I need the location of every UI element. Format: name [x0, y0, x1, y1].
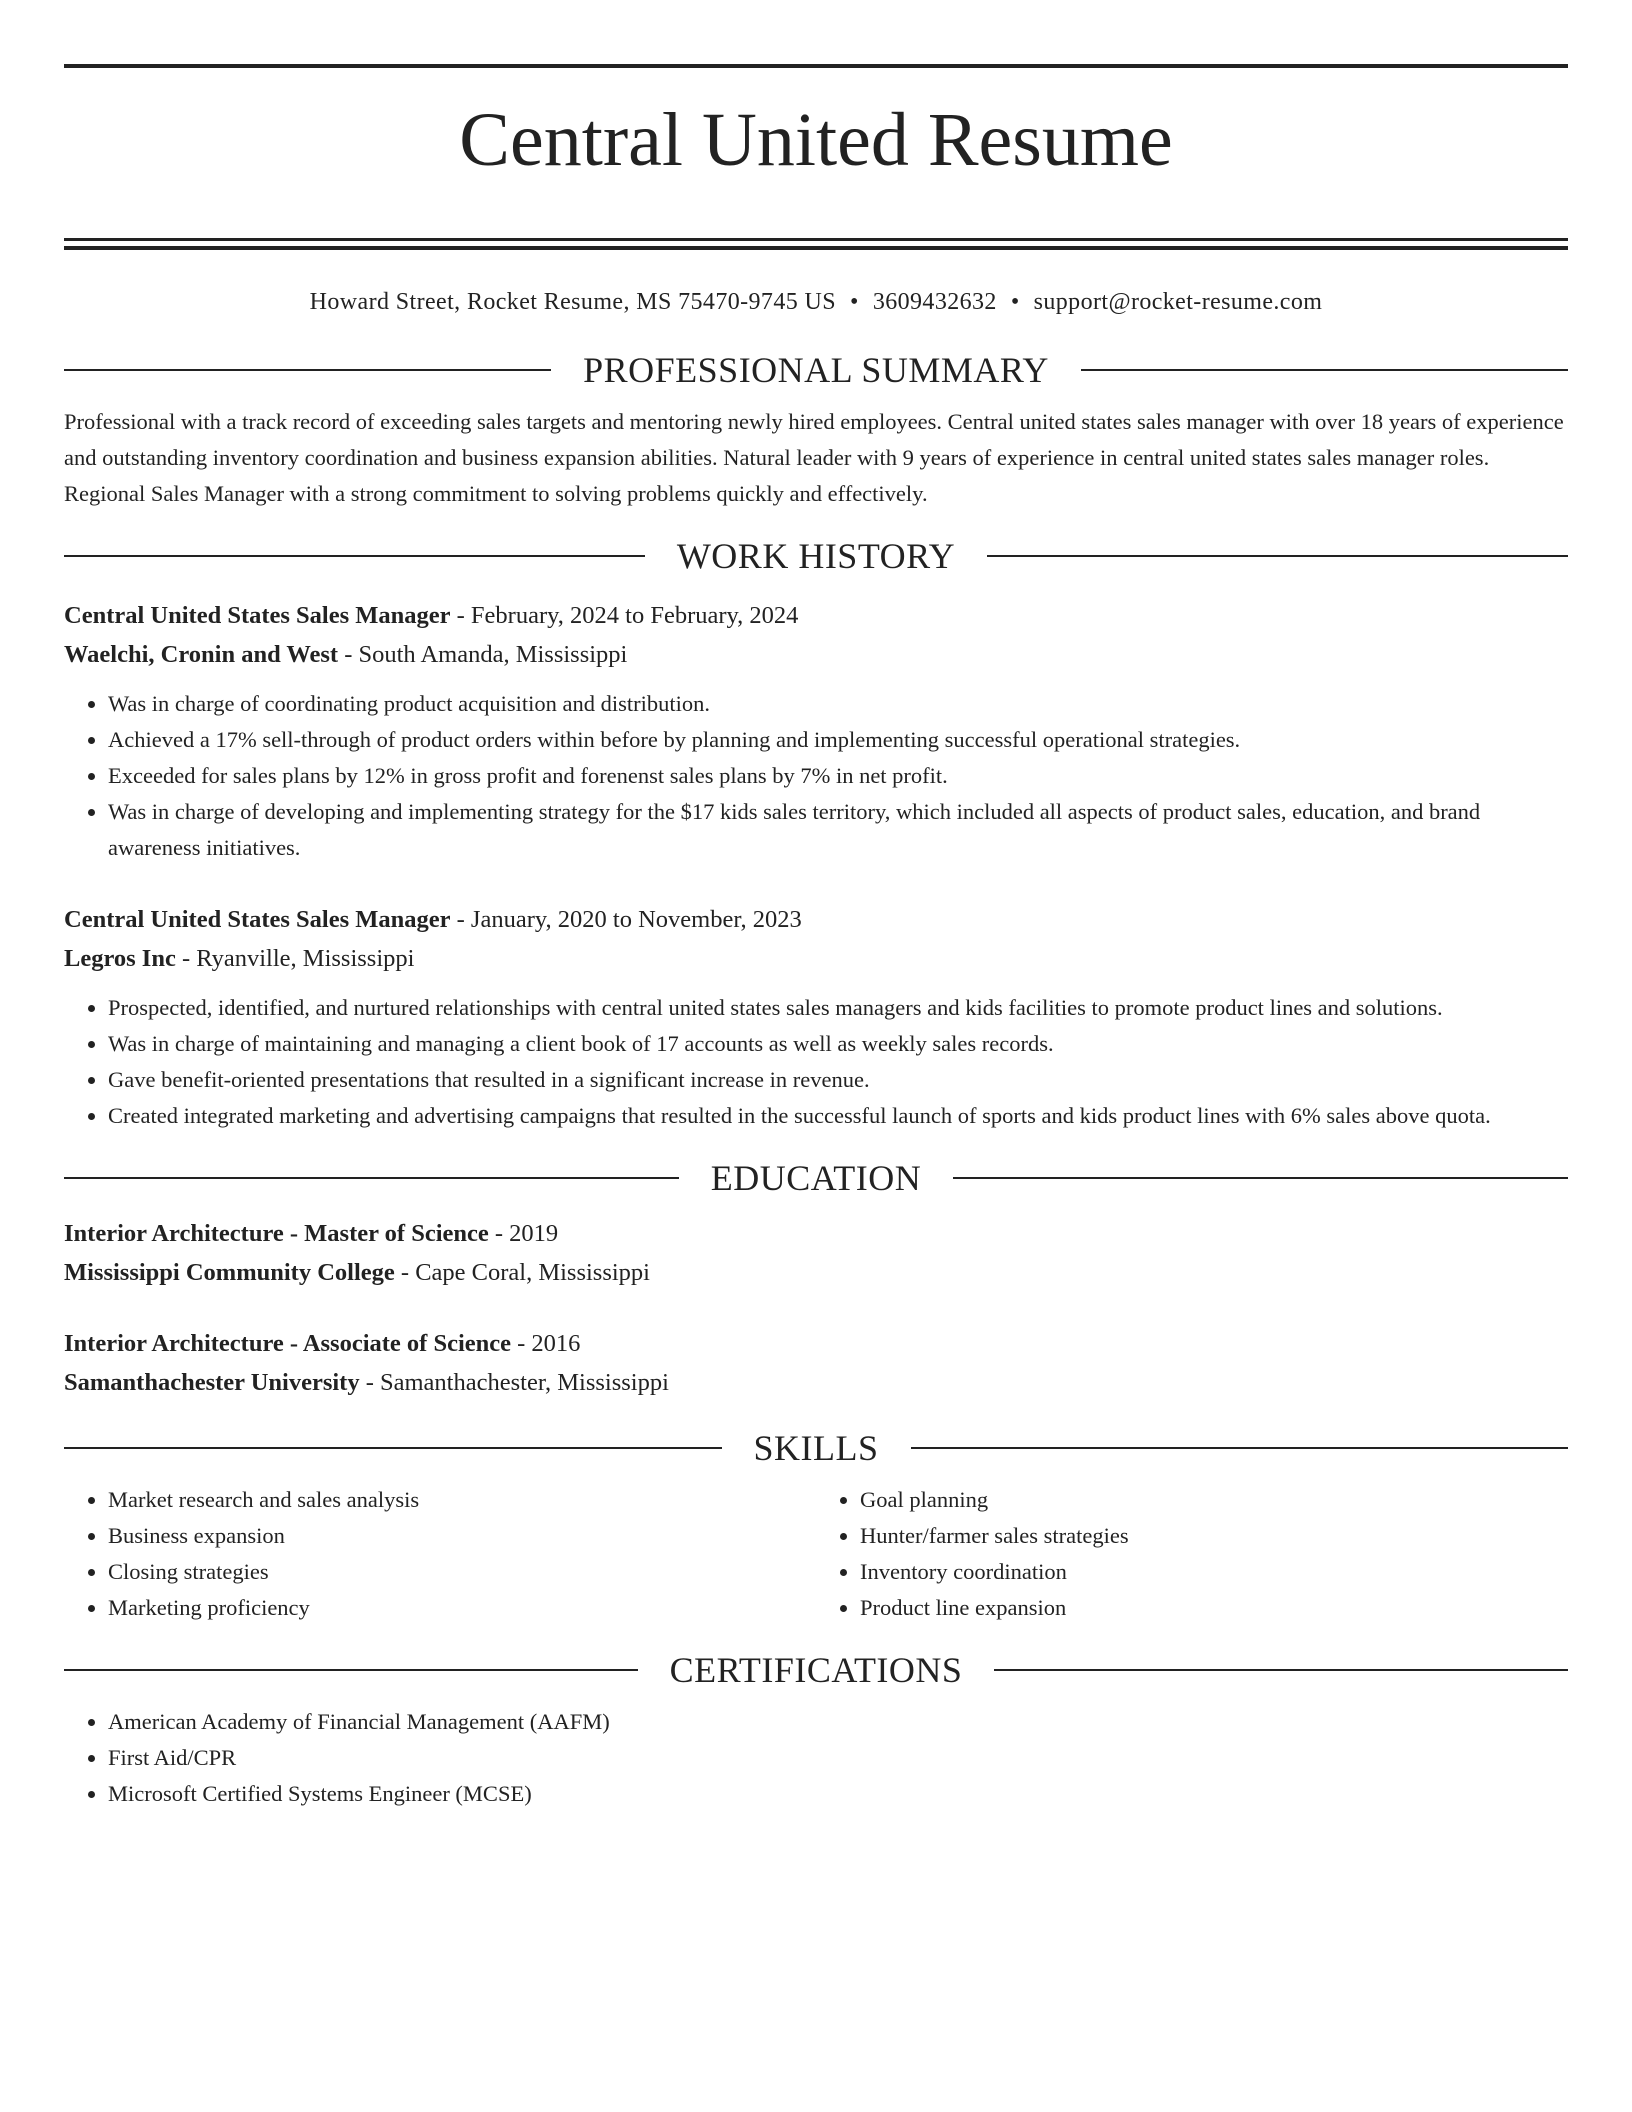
section-title: PROFESSIONAL SUMMARY	[583, 350, 1049, 390]
section-rule	[64, 555, 645, 557]
section-header-education	[64, 1156, 1568, 1200]
top-rule	[64, 64, 1568, 68]
skill-item: • Goal planning	[860, 1482, 1568, 1518]
list-item: • Was in charge of developing and implementing strategy for the $17 kids sales territory, which included all aspects of product sales, education, and brand awareness initiatives.	[108, 794, 1568, 866]
section-rule	[911, 1447, 1569, 1449]
job-title-line	[64, 596, 1568, 635]
degree-year: - 2019	[488, 1220, 559, 1247]
section-header-skills	[64, 1426, 1568, 1470]
job-title: Central United States Sales Manager	[64, 602, 451, 629]
skill-item: • Closing strategies	[108, 1554, 816, 1590]
degree-year: - 2016	[511, 1330, 581, 1357]
separator-dot: •	[1010, 289, 1020, 315]
school-line	[64, 1363, 1568, 1402]
job-company-line	[64, 939, 1568, 978]
section-rule	[64, 1669, 638, 1671]
skill-item: • Product line expansion	[860, 1590, 1568, 1626]
skill-item: • Marketing proficiency	[108, 1590, 816, 1626]
section-header-summary	[64, 348, 1568, 392]
job-location: - South Amanda, Mississippi	[338, 641, 628, 668]
section-title: WORK HISTORY	[676, 536, 956, 576]
school-line	[64, 1253, 1568, 1292]
list-item: • Prospected, identified, and nurtured relationships with central united states sales managers and kids facilities to promote product lines and solutions.	[108, 990, 1568, 1026]
title-double-rule	[64, 238, 1568, 250]
skill-item: • Inventory coordination	[860, 1554, 1568, 1590]
email: support@rocket-resume.com	[1033, 289, 1323, 315]
degree: Interior Architecture - Associate of Science	[64, 1330, 512, 1357]
school-location: - Cape Coral, Mississippi	[394, 1259, 650, 1286]
section-title: EDUCATION	[710, 1158, 922, 1198]
education-entry	[64, 1214, 1568, 1292]
separator-dot: •	[850, 289, 859, 315]
list-item: • Gave benefit-oriented presentations that resulted in a significant increase in revenue.	[108, 1062, 1568, 1098]
certification-item: • Microsoft Certified Systems Engineer (MCSE)	[108, 1776, 1568, 1812]
skill-item: • Market research and sales analysis	[108, 1482, 816, 1518]
job-company-line	[64, 635, 1568, 674]
list-item: • Achieved a 17% sell-through of product orders within before by planning and implementing successful operational strategies.	[108, 722, 1568, 758]
degree: Interior Architecture - Master of Science	[64, 1220, 489, 1247]
list-item: • Exceeded for sales plans by 12% in gross profit and forenenst sales plans by 7% in net profit.	[108, 758, 1568, 794]
job-dates: - February, 2024 to February, 2024	[450, 602, 799, 629]
section-rule	[994, 1669, 1568, 1671]
job-entry	[64, 596, 1568, 866]
school-location: - Samanthachester, Mississippi	[359, 1369, 669, 1396]
section-header-work	[64, 534, 1568, 578]
skills-left-column	[64, 1482, 816, 1626]
resume-page	[64, 64, 1568, 1812]
list-item: • Created integrated marketing and advertising campaigns that resulted in the successful launch of sports and kids product lines with 6% sales above quota.	[108, 1098, 1568, 1134]
section-rule	[1081, 369, 1568, 371]
skills-columns	[64, 1482, 1568, 1626]
job-bullets	[64, 990, 1568, 1134]
job-title: Central United States Sales Manager	[64, 906, 451, 933]
section-rule	[64, 1177, 679, 1179]
skills-right-column	[816, 1482, 1568, 1626]
certification-item: • First Aid/CPR	[108, 1740, 1568, 1776]
section-title: SKILLS	[753, 1428, 879, 1468]
job-company: Legros Inc	[64, 945, 176, 972]
skill-item: • Business expansion	[108, 1518, 816, 1554]
phone: 3609432632	[872, 289, 997, 315]
school: Mississippi Community College	[64, 1259, 395, 1286]
section-title: CERTIFICATIONS	[669, 1650, 963, 1690]
section-rule	[953, 1177, 1568, 1179]
list-item: • Was in charge of maintaining and managing a client book of 17 accounts as well as weekly sales records.	[108, 1026, 1568, 1062]
section-rule	[987, 555, 1568, 557]
certification-item: • American Academy of Financial Management (AAFM)	[108, 1704, 1568, 1740]
education-entry	[64, 1324, 1568, 1402]
job-location: - Ryanville, Mississippi	[175, 945, 415, 972]
contact-line	[64, 286, 1568, 318]
summary-paragraph: Professional with a track record of exceeding sales targets and mentoring newly hired employees. Central united states sales manager with over 18 years of experience and outstanding inventory coordination and business expansion abilities. Natural leader with 9 years of experience in central united states sales manager roles. Regional Sales Manager with a strong commitment to solving problems quickly and effectively.	[64, 409, 1564, 506]
degree-line	[64, 1214, 1568, 1253]
list-item: • Was in charge of coordinating product acquisition and distribution.	[108, 686, 1568, 722]
certifications-list	[64, 1704, 1568, 1812]
degree-line	[64, 1324, 1568, 1363]
section-header-certifications	[64, 1648, 1568, 1692]
job-company: Waelchi, Cronin and West	[64, 641, 339, 668]
job-dates: - January, 2020 to November, 2023	[450, 906, 802, 933]
section-rule	[64, 1447, 722, 1449]
job-title-line	[64, 900, 1568, 939]
section-rule	[64, 369, 551, 371]
job-entry	[64, 900, 1568, 1134]
resume-title: Central United Resume	[459, 98, 1173, 182]
job-bullets	[64, 686, 1568, 866]
skill-item: • Hunter/farmer sales strategies	[860, 1518, 1568, 1554]
address: Howard Street, Rocket Resume, MS 75470-9745 US	[309, 289, 837, 315]
school: Samanthachester University	[64, 1369, 360, 1396]
